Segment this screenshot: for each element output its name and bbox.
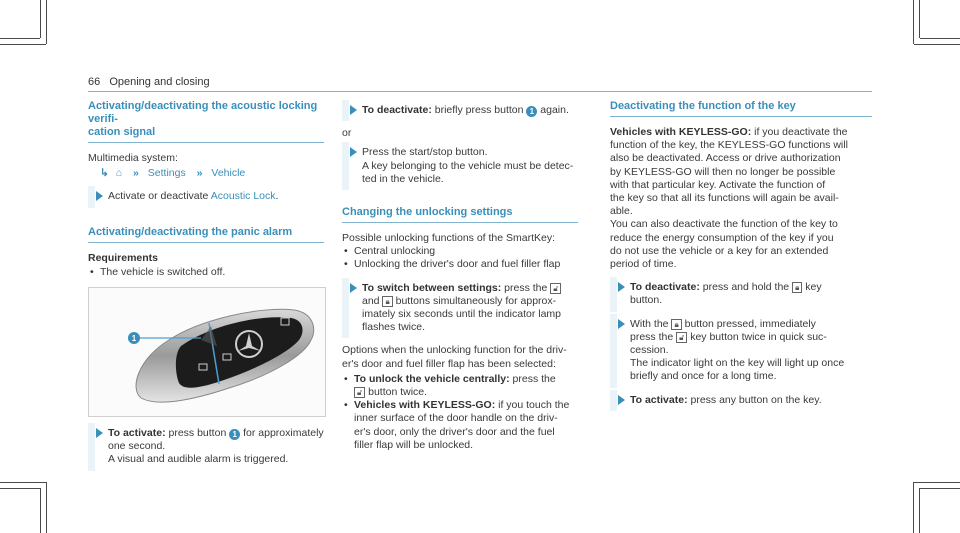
step-bar (610, 314, 617, 388)
step-text: press the (501, 281, 551, 294)
step-key-press-twice (610, 318, 872, 384)
figure-callout: 1 (131, 334, 137, 344)
heading-unlocking-settings: Changing the unlocking settings (342, 206, 578, 223)
list-item: • Central unlocking (342, 245, 578, 258)
step-panic-activate (88, 427, 324, 467)
acoustic-lock-link: Acoustic Lock (210, 190, 276, 203)
step-bar (342, 100, 349, 121)
item-text: press the (509, 372, 556, 385)
page-number: 66 (88, 76, 101, 88)
step-text: press any button on the key. (687, 393, 822, 406)
play-step-icon (96, 191, 103, 201)
step-text: buttons simultaneously for approx- imately six seconds until the indicator lamp flashes twice. (362, 294, 562, 334)
lock-key-icon: 🔒︎ (382, 296, 392, 307)
menu-item-vehicle: Vehicle (211, 167, 246, 180)
header-rule (88, 91, 872, 92)
energy-paragraph: You can also deactivate the function of the key to reduce the energy consumption of the key if you do not use the vehicle or a key for an extended period of time. (610, 218, 838, 271)
play-step-icon (96, 428, 103, 438)
step-bar (88, 186, 95, 207)
multimedia-label: Multimedia system: (88, 152, 178, 164)
section-title: Opening and closing (109, 76, 210, 88)
page-header (88, 76, 210, 88)
list-item: • Unlocking the driver's door and fuel filler flap (342, 258, 578, 271)
item-text: if you touch the inner surface of the door handle on the driv- er's door, only the driver's door and the fuel filler flap will be unlocked. (354, 399, 570, 451)
unlock-key-icon: 🔓︎ (354, 387, 365, 398)
play-step-icon (618, 319, 625, 329)
step-label: To activate: (630, 393, 688, 406)
list-item (342, 399, 578, 452)
step-text: Activate or deactivate (108, 190, 209, 203)
step-label: To deactivate: (630, 281, 700, 294)
step-result: A visual and audible alarm is triggered. (108, 453, 289, 466)
heading-deactivate-key: Deactivating the function of the key (610, 100, 872, 117)
step-switch-settings (342, 282, 578, 335)
step-text-suffix: . (275, 190, 279, 203)
intro-text: Possible unlocking functions of the SmartKey: (342, 232, 556, 245)
step-text: With the (630, 317, 672, 330)
unlock-key-icon: 🔓︎ (550, 283, 561, 294)
column-2 (342, 100, 578, 452)
step-acoustic-lock (88, 190, 324, 203)
button-number-1: 1 (229, 429, 240, 440)
button-number-1: 1 (526, 106, 537, 117)
step-bar (342, 278, 349, 339)
step-text: key button. (630, 281, 822, 307)
unlock-key-icon: 🔓︎ (676, 332, 687, 343)
item-label: Vehicles with KEYLESS-GO: (354, 399, 496, 412)
heading-panic-alarm: Activating/deactivating the panic alarm (88, 226, 324, 243)
step-text: key button twice in quick suc- cession. (630, 330, 827, 357)
step-label: To activate: (108, 427, 166, 440)
step-text: for approximately one second. (108, 427, 324, 453)
column-1 (88, 100, 324, 477)
step-text: Press the start/stop button. (362, 146, 488, 159)
step-key-activate (610, 394, 872, 407)
home-icon: ⌂ (115, 167, 123, 180)
step-text: press button (165, 427, 230, 440)
step-key-deactivate (610, 281, 872, 307)
step-label: To deactivate: (362, 104, 432, 116)
paragraph-label: Vehicles with KEYLESS-GO: (610, 126, 752, 138)
play-step-icon (618, 395, 625, 405)
chevron-right-icon: » (196, 167, 203, 180)
requirement-item: • The vehicle is switched off. (88, 266, 324, 279)
step-bar (88, 423, 95, 471)
play-step-icon (618, 282, 625, 292)
requirements-title: Requirements (88, 251, 159, 264)
key-figure (88, 287, 326, 417)
step-bar (342, 142, 349, 190)
options-text: Options when the unlocking function for the driv- er's door and fuel filler flap has been selected: (342, 344, 567, 370)
item-label: To unlock the vehicle centrally: (354, 372, 510, 385)
path-arrow-icon: ↳ (100, 167, 109, 180)
step-result: The indicator light on the key will light up once briefly and once for a long time. (630, 357, 845, 383)
menu-item-settings: Settings (147, 167, 186, 180)
paragraph-text: if you deactivate the function of the key, the KEYLESS-GO functions will also be deactivated. Access or drive authorization by KEYLESS-GO will then no longer be possible with that particular key. Activate the function of the key so that all its functions will again be avail- able. (610, 126, 848, 218)
chevron-right-icon: » (133, 167, 139, 180)
or-text: or (342, 127, 352, 140)
heading-acoustic-signal: Activating/deactivating the acoustic locking verifi- cation signal (88, 100, 324, 143)
step-label: To switch between settings: (362, 281, 502, 294)
list-item (342, 373, 578, 399)
step-bar (610, 277, 617, 311)
item-text: button twice. (365, 386, 428, 399)
lock-key-icon: 🔒︎ (671, 319, 681, 330)
column-3 (610, 100, 872, 417)
step-text: and (362, 294, 383, 307)
keyless-paragraph (610, 126, 872, 218)
smartkey-illustration (89, 288, 325, 416)
step-result: A key belonging to the vehicle must be detec- ted in the vehicle. (362, 159, 574, 185)
play-step-icon (350, 283, 357, 293)
play-step-icon (350, 147, 357, 157)
step-bar (610, 390, 617, 411)
step-text: again. (537, 104, 569, 116)
step-start-stop (342, 146, 578, 186)
menu-path (88, 167, 324, 180)
step-text: button pressed, immediately press the (630, 317, 816, 343)
step-panic-deactivate (342, 104, 578, 117)
play-step-icon (350, 105, 357, 115)
lock-key-icon: 🔒︎ (792, 282, 802, 293)
step-text: press and hold the (699, 281, 793, 294)
step-text: briefly press button (431, 104, 527, 116)
